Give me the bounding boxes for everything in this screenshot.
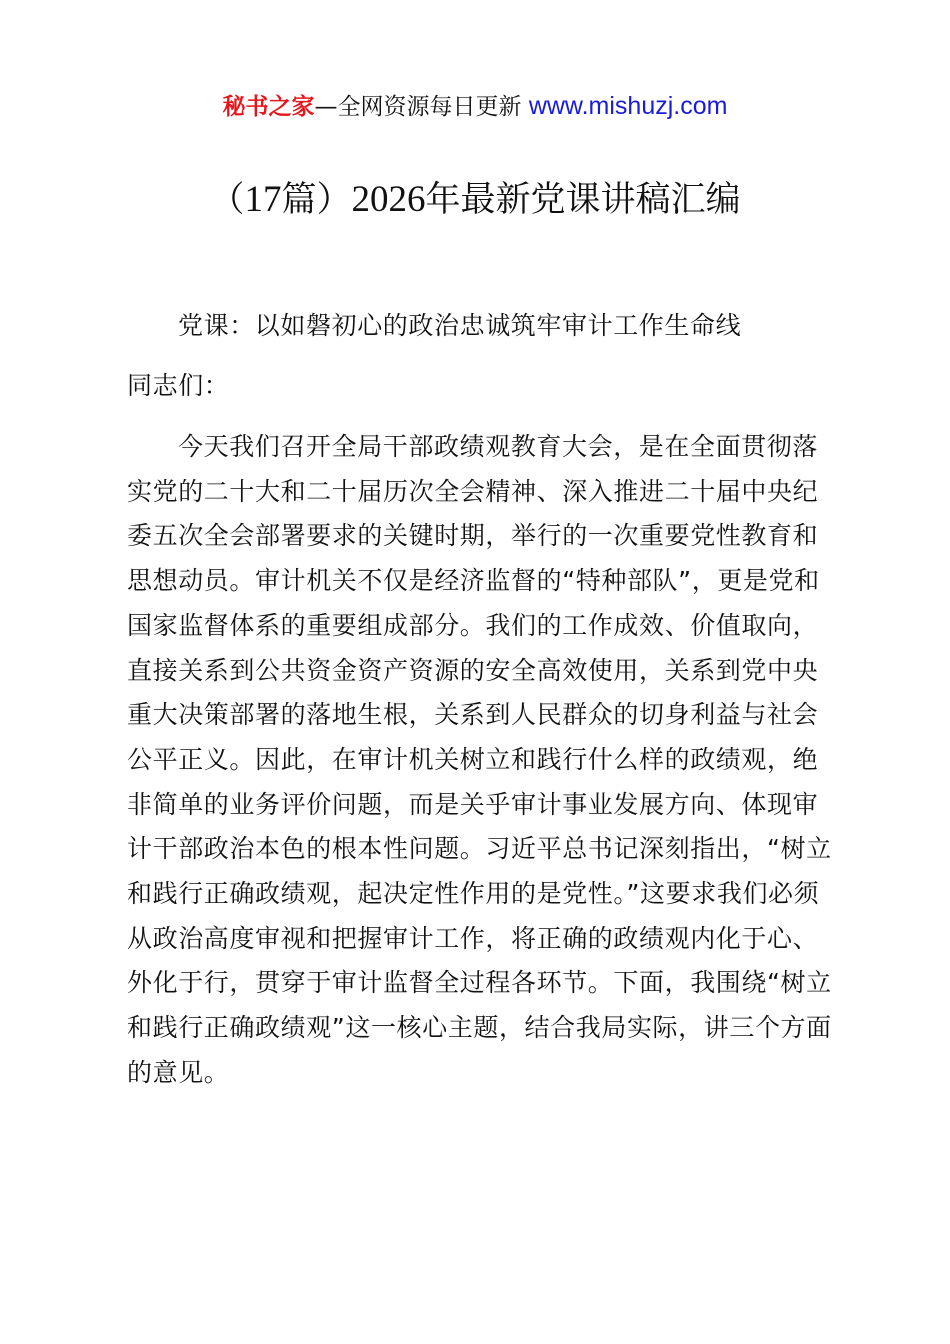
title-middle: 篇） xyxy=(281,180,352,220)
paragraph-line: 思想动员。审计机关不仅是经济监督的“特种部队”，更是党和 xyxy=(127,566,820,596)
paragraph-line: 的意见。 xyxy=(127,1057,230,1087)
section-subtitle: 党课：以如磐初心的政治忠诚筑牢审计工作生命线 xyxy=(178,311,742,340)
paragraph-line: 直接关系到公共资金资产资源的安全高效使用，关系到党中央 xyxy=(127,655,819,685)
brand-name: 秘书之家 xyxy=(222,94,315,120)
paragraph-line: 和践行正确政绩观”这一核心主题，结合我局实际，讲三个方面 xyxy=(127,1013,832,1043)
paragraph-line: 和践行正确政绩观，起决定性作用的是党性。”这要求我们必须 xyxy=(127,879,820,908)
paragraph-line: 从政治高度审视和把握审计工作，将正确的政绩观内化于心、 xyxy=(127,923,819,953)
salutation: 同志们： xyxy=(127,371,230,400)
paragraph-line: 外化于行，贯穿于审计监督全过程各环节。下面，我围绕“树立 xyxy=(127,968,832,998)
title-count: 17 xyxy=(244,179,282,220)
paragraph-line: 委五次全会部署要求的关键时期，举行的一次重要党性教育和 xyxy=(127,521,819,551)
title-rest: 年最新党课讲稿汇编 xyxy=(425,180,741,220)
title-paren-open: （ xyxy=(209,180,245,220)
paragraph-line: 非简单的业务评价问题，而是关乎审计事业发展方向、体现审 xyxy=(127,789,819,819)
paragraph-line: 今天我们召开全局干部政绩观教育大会，是在全面贯彻落 xyxy=(178,432,819,461)
header-slogan: —全网资源每日更新 xyxy=(314,94,529,120)
paragraph-line: 重大决策部署的落地生根，关系到人民群众的切身利益与社会 xyxy=(127,700,819,730)
paragraph-line: 国家监督体系的重要组成部分。我们的工作成效、价值取向， xyxy=(127,610,819,640)
paragraph-line: 计干部政治本色的根本性问题。习近平总书记深刻指出，“树立 xyxy=(127,834,832,864)
paragraph-line: 实党的二十大和二十届历次全会精神、深入推进二十届中央纪 xyxy=(127,476,819,506)
site-url-link[interactable]: www.mishuzj.com xyxy=(528,92,728,120)
paragraph-line: 公平正义。因此，在审计机关树立和践行什么样的政绩观，绝 xyxy=(127,744,819,774)
document-title xyxy=(0,172,950,222)
site-header xyxy=(0,88,950,121)
title-year: 2026 xyxy=(351,179,426,220)
